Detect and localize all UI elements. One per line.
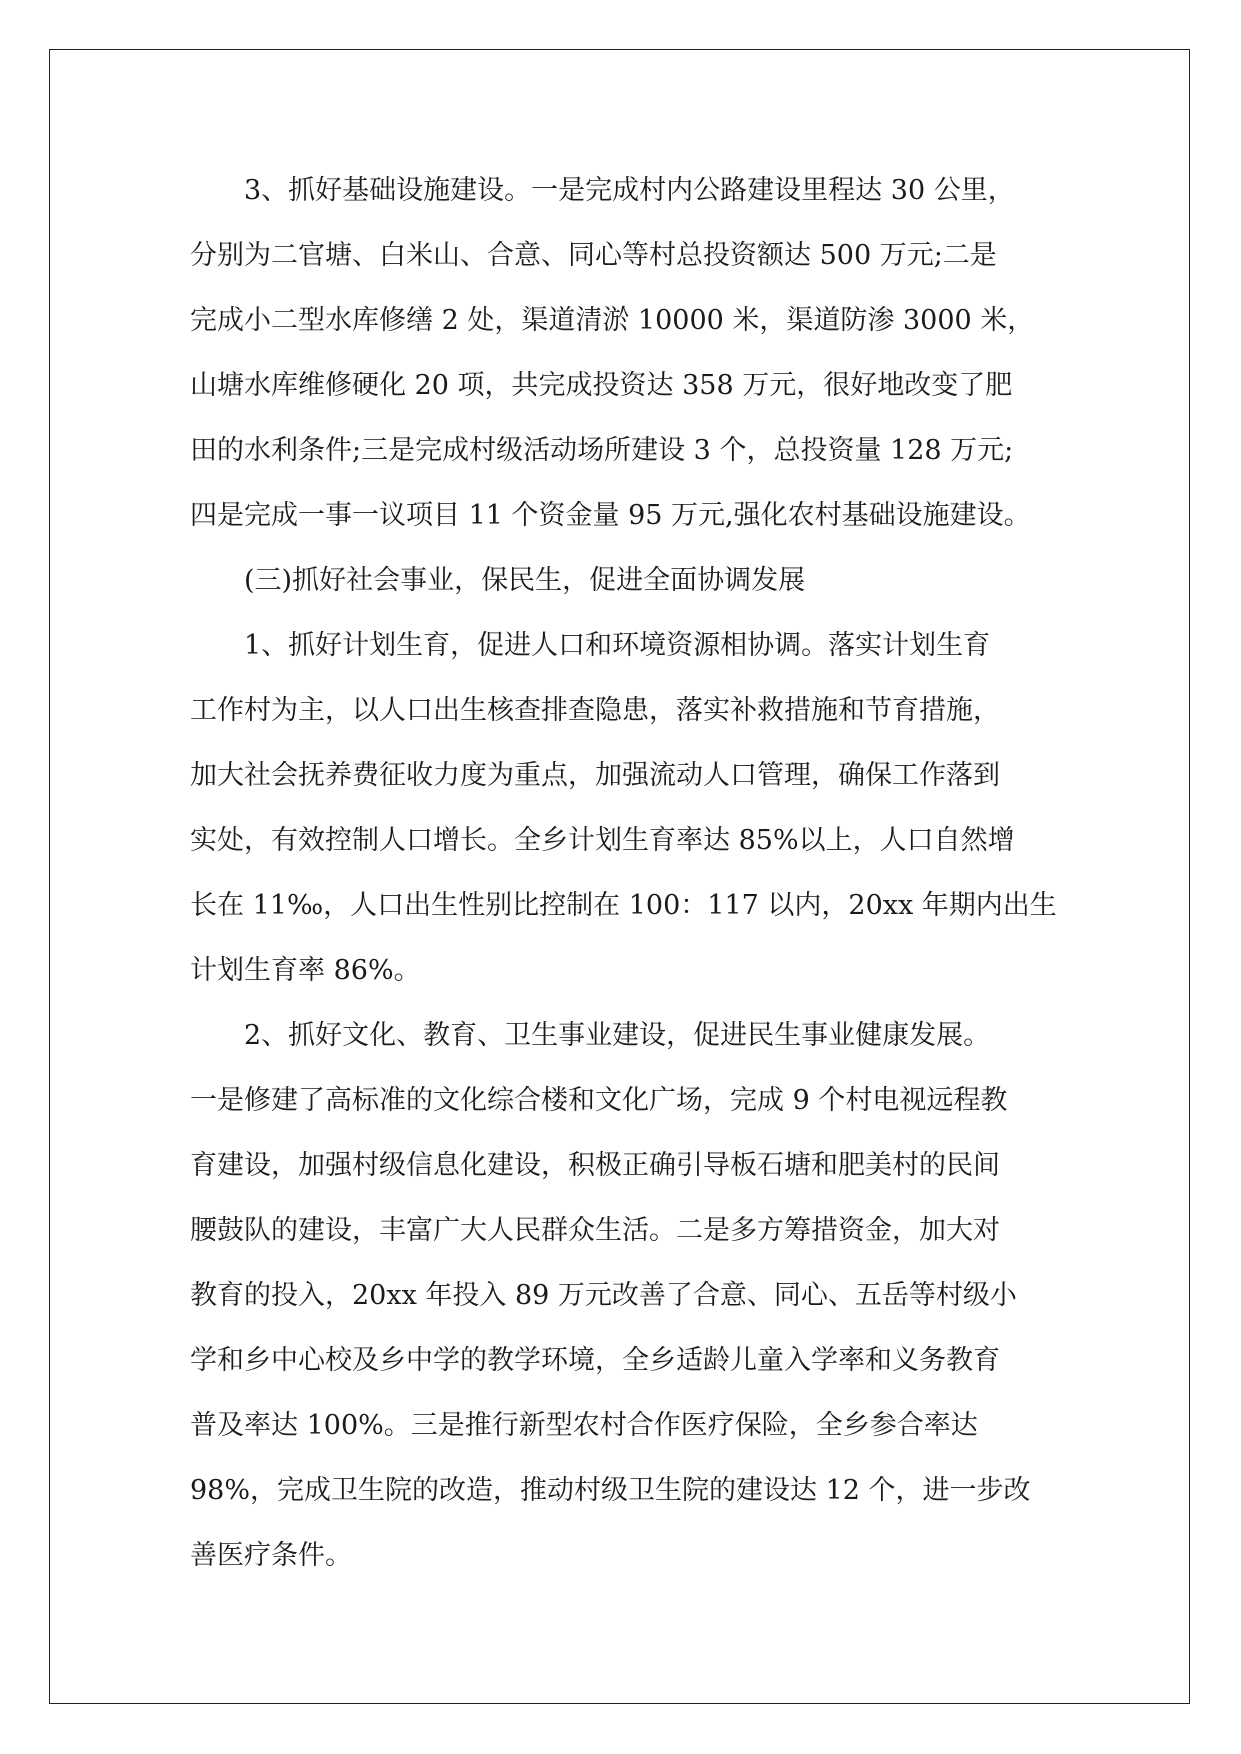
- text-line: 田的水利条件;三是完成村级活动场所建设 3 个，总投资量 128 万元;: [190, 435, 1014, 466]
- text-line: 学和乡中心校及乡中学的教学环境，全乡适龄儿童入学率和义务教育: [190, 1345, 1000, 1376]
- text-line: 腰鼓队的建设，丰富广大人民群众生活。二是多方筹措资金，加大对: [190, 1215, 1000, 1246]
- document-body: [190, 158, 1057, 1588]
- text-line: 98%，完成卫生院的改造，推动村级卫生院的建设达 12 个，进一步改: [190, 1475, 1031, 1506]
- text-line: 一是修建了高标准的文化综合楼和文化广场，完成 9 个村电视远程教: [190, 1085, 1008, 1116]
- text-line: 育建设，加强村级信息化建设，积极正确引导板石塘和肥美村的民间: [190, 1150, 1000, 1181]
- text-line: 2、抓好文化、教育、卫生事业建设，促进民生事业健康发展。: [244, 1020, 991, 1051]
- text-line: 长在 11‰，人口出生性别比控制在 100：117 以内，20xx 年期内出生: [190, 890, 1057, 921]
- text-line: 加大社会抚养费征收力度为重点，加强流动人口管理，确保工作落到: [190, 760, 1000, 791]
- section-heading: [190, 548, 1050, 613]
- text-line: 教育的投入，20xx 年投入 89 万元改善了合意、同心、五岳等村级小: [190, 1280, 1017, 1311]
- text-line: 实处，有效控制人口增长。全乡计划生育率达 85%以上，人口自然增: [190, 825, 1015, 856]
- paragraph-infrastructure: [190, 158, 1050, 548]
- paragraph-family-planning: [190, 613, 1057, 1003]
- text-line: 完成小二型水库修缮 2 处，渠道清淤 10000 米，渠道防渗 3000 米，: [190, 305, 1035, 336]
- text-line: 3、抓好基础设施建设。一是完成村内公路建设里程达 30 公里，: [244, 175, 1015, 206]
- text-line: 普及率达 100%。三是推行新型农村合作医疗保险，全乡参合率达: [190, 1410, 978, 1441]
- heading-line: (三)抓好社会事业，保民生，促进全面协调发展: [244, 565, 806, 596]
- text-line: 1、抓好计划生育，促进人口和环境资源相协调。落实计划生育: [244, 630, 991, 661]
- text-line: 计划生育率 86%。: [190, 955, 421, 986]
- text-line: 分别为二官塘、白米山、合意、同心等村总投资额达 500 万元;二是: [190, 240, 997, 271]
- paragraph-culture-education-health: [190, 1003, 1050, 1588]
- text-line: 山塘水库维修硬化 20 项，共完成投资达 358 万元，很好地改变了肥: [190, 370, 1013, 401]
- text-line: 工作村为主，以人口出生核查排查隐患，落实补救措施和节育措施，: [190, 695, 1000, 726]
- text-line: 善医疗条件。: [190, 1540, 352, 1571]
- text-line: 四是完成一事一议项目 11 个资金量 95 万元,强化农村基础设施建设。: [190, 500, 1031, 531]
